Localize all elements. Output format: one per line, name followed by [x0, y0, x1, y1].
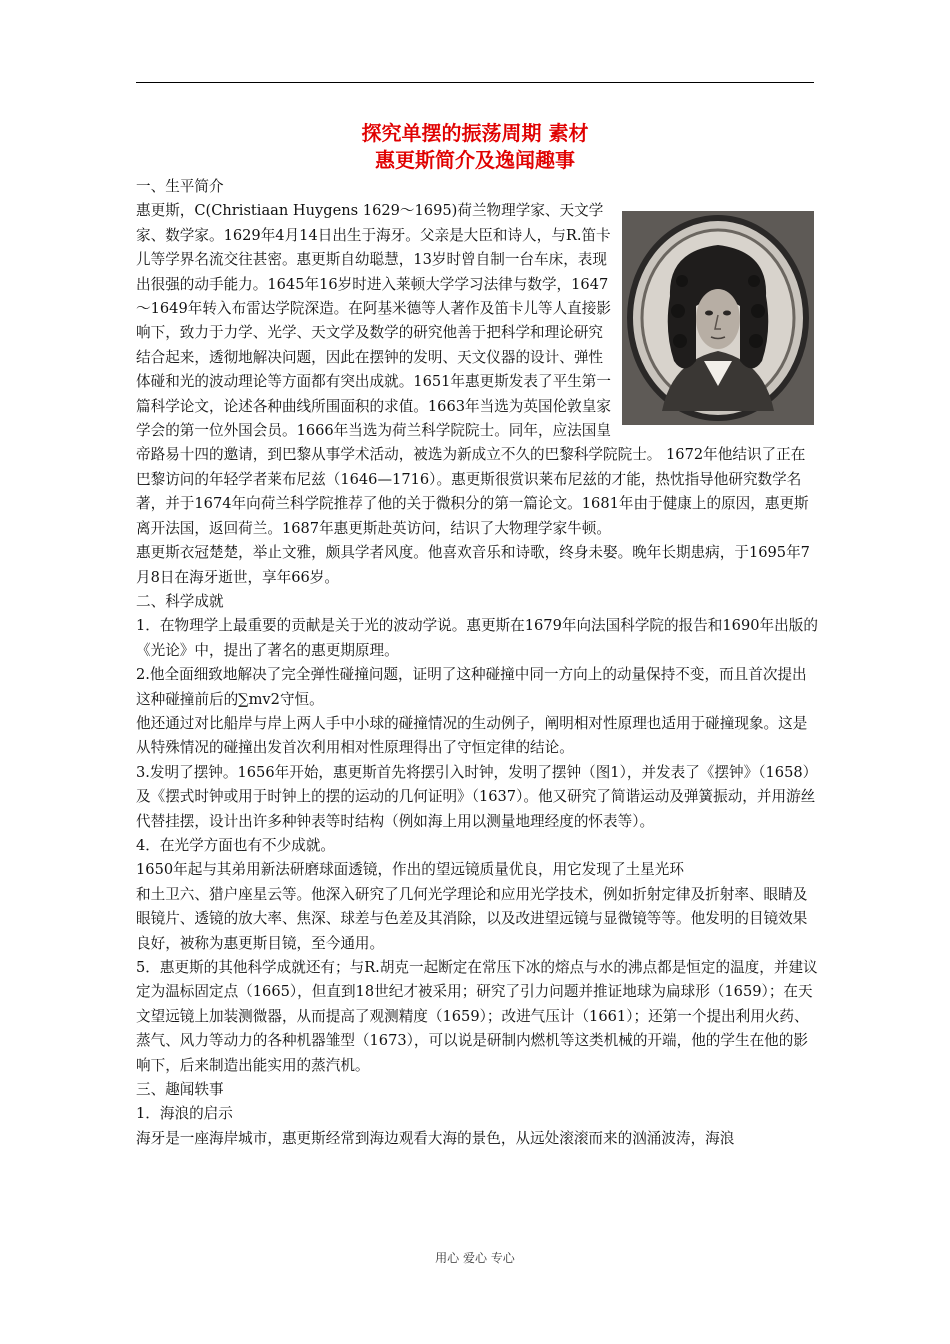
achievement-item-4: 4．在光学方面也有不少成就。 — [136, 836, 336, 854]
huygens-portrait-image — [622, 211, 814, 425]
achievement-item-5: 5．惠更斯的其他科学成就还有；与R.胡克一起断定在常压下冰的熔点与水的沸点都是恒定的温度，并建议定为温标固定点（1665），但直到18世纪才被采用；研究了引力问题并推证地球为扁球形（1659）；在天文望远镜上加装测微器，从而提高了观测精度（1659）；改进气压计（1661）；还第一个提出利用火药、蒸气、风力等动力的各种机器雏型（1673），可以说是研制内燃机等这类机械的开端，他的学生在他的影响下，后来制造出能实用的蒸汽机。 — [136, 959, 818, 1074]
article-body — [136, 175, 818, 1151]
header-rule — [136, 82, 814, 83]
anecdote-item-1-title: 1．海浪的启示 — [136, 1105, 233, 1123]
achievement-item-4-line-a: 1650年起与其弟用新法研磨球面透镜，作出的望远镜质量优良，用它发现了土星光环 — [136, 861, 684, 879]
achievement-item-2: 2.他全面细致地解决了完全弹性碰撞问题，证明了这种碰撞中同一方向上的动量保持不变，而且首次提出这种碰撞前后的∑mv2守恒。 — [136, 666, 807, 708]
achievement-item-3: 3.发明了摆钟。1656年开始，惠更斯首先将摆引入时钟，发明了摆钟（图1），并发表了《摆钟》（1658）及《摆式时钟或用于时钟上的摆的运动的几何证明》（1637）。他又研究了简谐运动及弹簧振动，并用游丝代替挂摆，设计出许多种钟表等时结构（例如海上用以测量地理经度的怀表等）。 — [136, 763, 818, 830]
achievement-item-4-line-b: 和土卫六、猎户座星云等。他深入研究了几何光学理论和应用光学技术，例如折射定律及折射率、眼睛及眼镜片、透镜的放大率、焦深、球差与色差及其消除，以及改进望远镜与显微镜等等。他发明的目镜效果良好，被称为惠更斯目镜，至今通用。 — [136, 885, 808, 952]
section-heading-anecdotes: 三、趣闻轶事 — [136, 1081, 224, 1099]
section-heading-achievements: 二、科学成就 — [136, 592, 224, 610]
achievement-item-2-detail: 他还通过对比船岸与岸上两人手中小球的碰撞情况的生动例子，阐明相对性原理也适用于碰撞现象。这是从特殊情况的碰撞出发首次利用相对性原理得出了守恒定律的结论。 — [136, 714, 808, 757]
title-block — [136, 120, 814, 174]
page-footer: 用心 爱心 专心 — [435, 1251, 515, 1265]
section-heading-biography: 一、生平简介 — [136, 178, 224, 195]
document-title: 探究单摆的振荡周期 素材 — [361, 121, 589, 145]
achievement-item-1: 1．在物理学上最重要的贡献是关于光的波动学说。惠更斯在1679年向法国科学院的报告和1690年出版的《光论》中，提出了著名的惠更期原理。 — [136, 617, 818, 659]
biography-paragraph-2: 惠更斯衣冠楚楚，举止文雅，颇具学者风度。他喜欢音乐和诗歌，终身未娶。晚年长期患病，于1695年7月8日在海牙逝世，享年66岁。 — [136, 544, 810, 586]
biography-paragraph: 惠更斯，C(Christiaan Huygens 1629～1695)荷兰物理学家、天文学家、数学家。1629年4月14日出生于海牙。父亲是大臣和诗人，与R.笛卡儿等学界名流交往甚密。惠更斯自幼聪慧，13岁时曾自制一台车床，表现出很强的动手能力。1645年16岁时进入莱顿大学学习法律与数学，1647～1649年转入布雷达学院深造。在阿基米德等人著作及笛卡儿等人直接影响下，致力于力学、光学、天文学及数学的研究他善于把科学和理论研究结合起来，透彻地解决问题，因此在摆钟的发明、天文仪器的设计、弹性体碰和光的波动理论等方面都有突出成就。1651年惠更斯发表了平生第一篇科学论文，论述各种曲线所围面积的求值。1663年当选为英国伦敦皇家学会的第一位外国会员。1666年当选为荷兰科学院院士。同年，应法国皇帝路易十四的邀请，到巴黎从事学术活动，被选为新成立不久的巴黎科学院院士。 1672年他结识了正在巴黎访问的年轻学者莱布尼兹（1646—1716）。惠更斯很赏识莱布尼兹的才能，热忱指导他研究数学名著，并于1674年向荷兰科学院推荐了他的关于微积分的第一篇论文。1681年由于健康上的原因，惠更斯离开法国，返回荷兰。1687年惠更斯赴英访问，结识了大物理学家牛顿。 — [136, 202, 809, 537]
anecdote-paragraph: 海牙是一座海岸城市，惠更斯经常到海边观看大海的景色，从远处滚滚而来的汹涌波涛，海浪 — [136, 1129, 735, 1147]
document-subtitle: 惠更斯简介及逸闻趣事 — [375, 148, 575, 172]
